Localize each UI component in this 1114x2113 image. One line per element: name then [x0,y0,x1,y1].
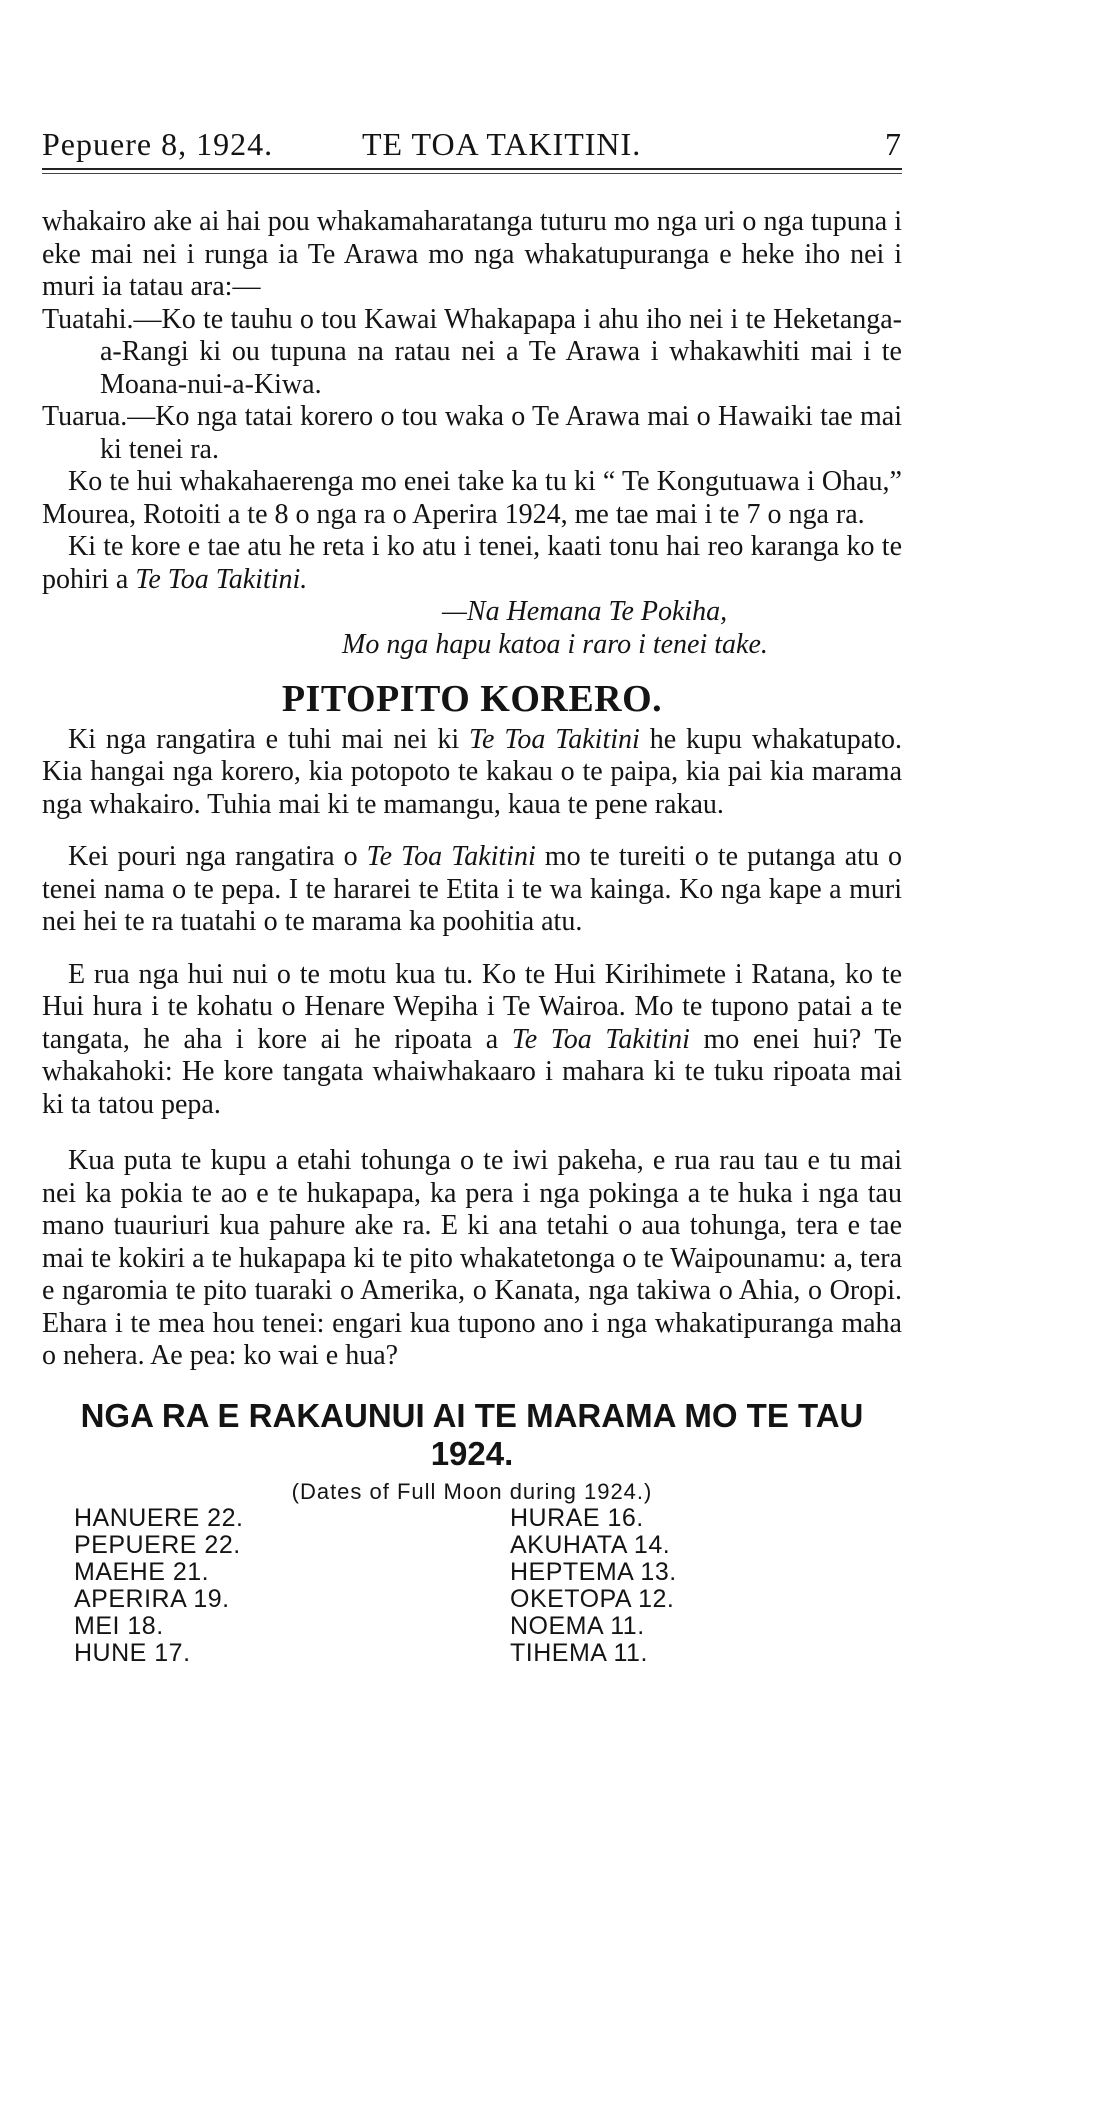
date-left: APERIRA 19. [74,1584,230,1613]
date-left: PEPUERE 22. [74,1530,241,1559]
date-left: MAEHE 21. [74,1557,210,1586]
date-left: HANUERE 22. [74,1503,244,1532]
section-heading: PITOPITO KORERO. [281,678,663,720]
signature-line: Mo nga hapu katoa i raro i tenei take. [342,628,768,660]
signature-name: —Na Hemana Te Pokiha, [442,596,728,627]
full-moon-dates [74,1505,902,1667]
moon-subtitle: (Dates of Full Moon during 1924.) [291,1478,653,1504]
date-right: HURAE 16. [510,1503,644,1532]
invitation-paragraph [42,531,902,596]
header-rule [42,168,902,170]
p3-end: mo enei hui? Te whakahoki: He kore tangata whaiwhakaaro i mahara ki te tuku ripoata mai ki ta tatou pepa. [42,1023,902,1120]
date-right: HEPTEMA 13. [510,1557,677,1586]
news-paragraph-4: Kua puta te kupu a etahi tohunga o te iwi pakeha, e rua rau tau e tu mai nei ka pokia te ao e te hukapapa, ka pera i nga pokinga a te huka i nga tau mano tuauriuri kua pahure ake ra. E ki ana tetahi o aua tohunga, tera e tae mai te kokiri a te hukapapa ki te pito whakatetonga o te Waipounamu: a, tera e ngaromia te pito tuaraki o Amerika, o Kanata, nga takiwa o Ahia, o Oropi. Ehara i te mea hou tenei: engari kua tupono ano i nga whakatipuranga maha o nehera. Ae pea: ko wai e hua? [42,1145,902,1371]
p1-start: Ki nga rangatira e tuhi mai nei ki [68,723,470,755]
article-body [42,206,902,1667]
publication-title: TE TOA TAKITINI. [362,126,642,162]
news-paragraph-1 [42,724,902,822]
paper-name: Te Toa Takitini [366,841,536,872]
paper-name: Te Toa Takitini [469,723,640,755]
moon-heading-line2: 1924. [430,1434,514,1472]
intro-paragraph: whakairo ake ai hai pou whakamaharatanga tuturu mo nga uri o nga tupuna i eke mai nei i runga ia Te Arawa mo nga whakatupuranga e heke iho nei i muri ia tatau ara:— [42,206,902,302]
page-header [42,126,902,170]
date-left: MEI 18. [74,1611,164,1640]
date-right: AKUHATA 14. [510,1530,671,1559]
invitation-text: Ki te kore e tae atu he reta i ko atu i tenei, kaati tonu hai reo karanga ko te pohiri a [42,531,902,595]
paper-name: Te Toa Takitini. [135,563,308,595]
p2-end: mo te tureiti o te putanga atu o tenei nama o te pepa. I te hararei te Etita i te wa kainga. Ko nga kape a muri nei hei te ra tuatahi o te marama ka poohitia atu. [42,841,903,937]
date-right: NOEMA 11. [510,1611,645,1640]
paper-name: Te Toa Takitini [511,1023,690,1055]
list-item-tuatahi: Tuatahi.—Ko te tauhu o tou Kawai Whakapapa i ahu iho nei i te Heketanga-a-Rangi ki ou tupuna na ratau nei a Te Arawa i whakawhiti mai i te Moana-nui-a-Kiwa. [42,303,902,400]
date-right: OKETOPA 12. [510,1584,675,1613]
date-right: TIHEMA 11. [510,1638,648,1667]
p3-start: E rua nga hui nui o te motu kua tu. Ko te Hui Kirihimete i Ratana, ko te Hui hura i te kohatu o Henare Wepiha i Te Wairoa. Mo te tupono patai a te tangata, he aha i kore ai he ripoata a [42,958,902,1055]
list-item-tuarua: Tuarua.—Ko nga tatai korero o tou waka o Te Arawa mai o Hawaiki tae mai ki tenei ra. [42,401,902,465]
news-paragraph-3 [42,959,902,1122]
moon-heading [42,1397,902,1473]
meeting-paragraph: Ko te hui whakahaerenga mo enei take ka tu ki “ Te Kongutuawa i Ohau,” Mourea, Rotoiti a te 8 o nga ra o Aperira 1924, me tae mai i te 7 o nga ra. [42,466,902,530]
news-paragraph-2 [42,841,902,939]
p2-start: Kei pouri nga rangatira o [68,841,367,872]
p1-end: he kupu whakatupato. Kia hangai nga korero, kia potopoto te kakau o te paipa, kia pai kia marama nga whakairo. Tuhia mai ki te mamangu, kaua te pene rakau. [42,723,902,820]
page-number: 7 [885,126,902,162]
date-left: HUNE 17. [74,1638,191,1667]
header-rule-thin [42,173,902,174]
moon-heading-line1: NGA RA E RAKAUNUI AI TE MARAMA MO TE TAU [80,1396,864,1434]
issue-date: Pepuere 8, 1924. [42,126,274,162]
